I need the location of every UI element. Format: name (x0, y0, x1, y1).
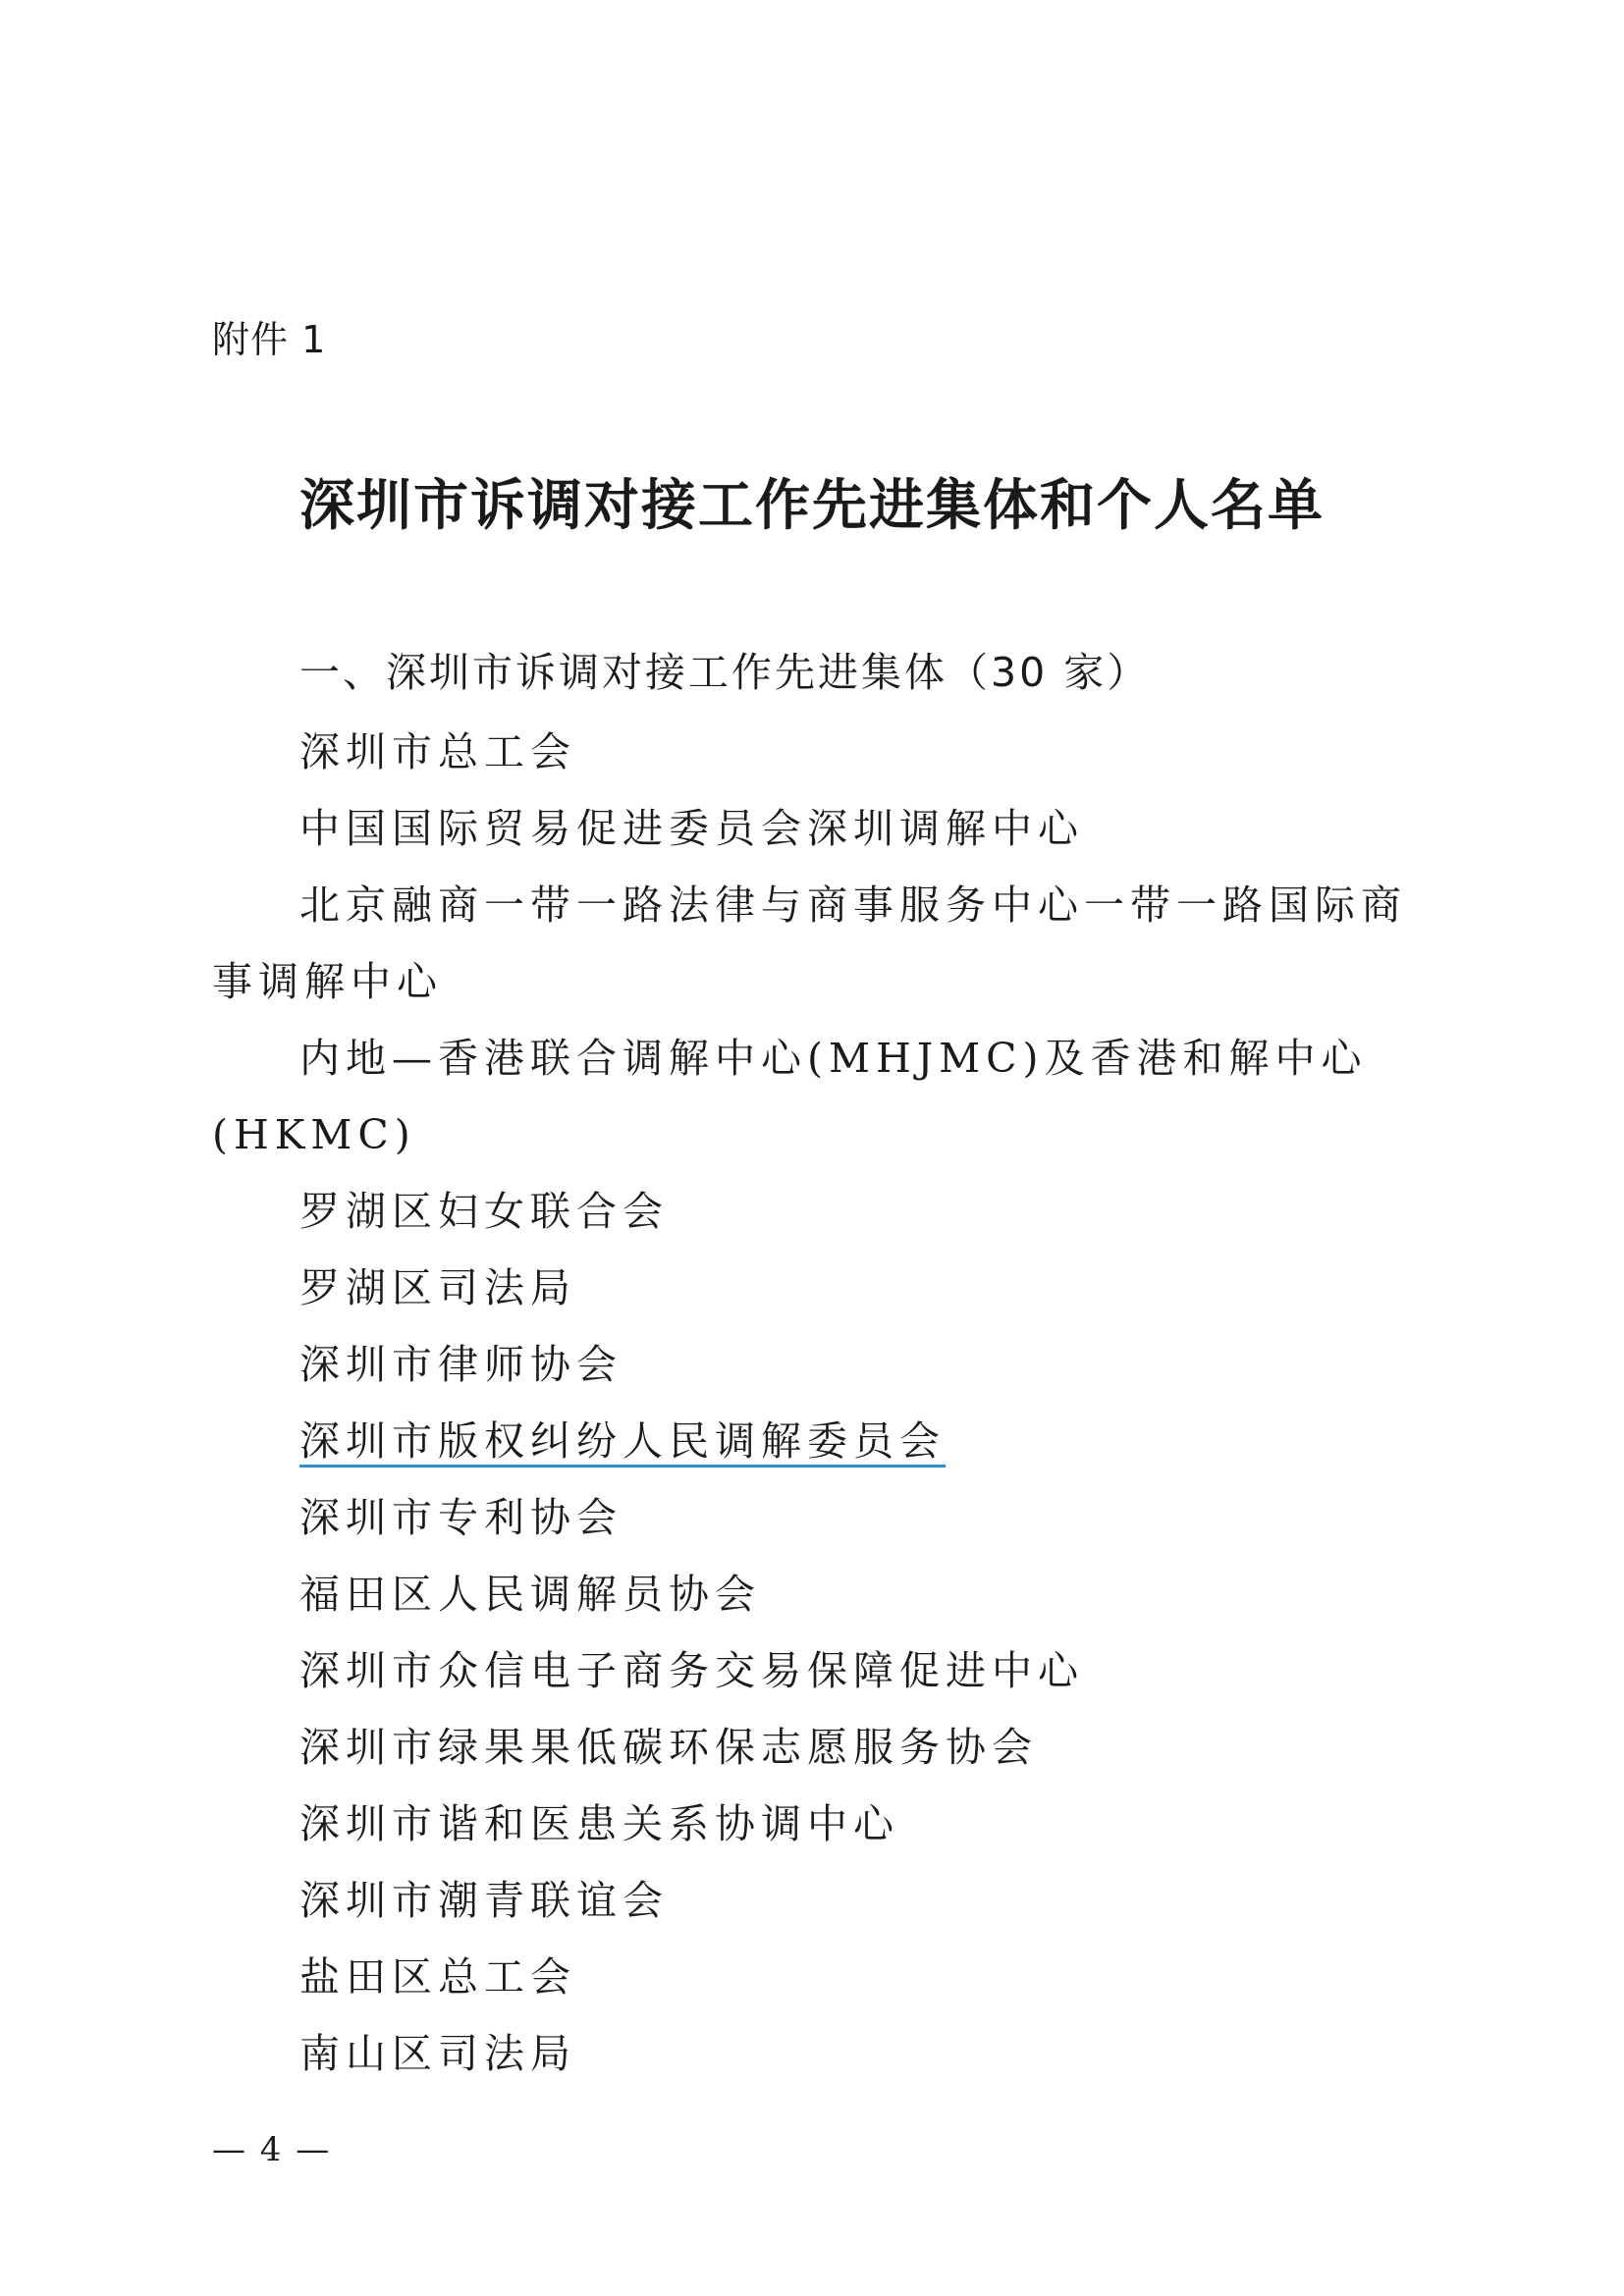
list-item (212, 1786, 1430, 1862)
document-title: 深圳市诉调对接工作先进集体和个人名单 (299, 473, 1325, 538)
organization-name: 深圳市谐和医患关系协调中心 (299, 1800, 899, 1847)
page-number: — 4 — (212, 2130, 332, 2169)
organization-name: 深圳市总工会 (299, 728, 576, 775)
organization-name: 内地—香港联合调解中心(MHJMC)及香港和解中心(HKMC) (212, 1035, 1368, 1158)
organization-name: 盐田区总工会 (299, 1953, 576, 2001)
list-item (212, 2015, 1430, 2092)
organization-name: 深圳市专利协会 (299, 1494, 623, 1541)
organization-name: 北京融商一带一路法律与商事服务中心一带一路国际商事调解中心 (212, 881, 1407, 1005)
list-item (212, 1326, 1430, 1403)
organization-name: 南山区司法局 (299, 2030, 576, 2077)
list-item-highlighted[interactable] (212, 1403, 1430, 1479)
organization-name-link[interactable]: 深圳市版权纠纷人民调解委员会 (299, 1417, 946, 1465)
list-item (212, 714, 1430, 790)
organization-name: 深圳市律师协会 (299, 1341, 623, 1388)
list-item (212, 1250, 1430, 1326)
list-item (212, 1632, 1430, 1709)
list-item (212, 1020, 1430, 1173)
organization-name: 深圳市潮青联谊会 (299, 1877, 669, 1924)
organization-name: 福田区人民调解员协会 (299, 1571, 761, 1618)
attachment-label: 附件 1 (212, 318, 327, 361)
organization-name: 罗湖区司法局 (299, 1264, 576, 1311)
organization-name: 罗湖区妇女联合会 (299, 1188, 669, 1235)
organization-list (212, 714, 1430, 2092)
organization-name: 深圳市绿果果低碳环保志愿服务协会 (299, 1724, 1038, 1771)
list-item (212, 1479, 1430, 1556)
list-item (212, 1173, 1430, 1250)
list-item (212, 1556, 1430, 1632)
organization-name: 中国国际贸易促进委员会深圳调解中心 (299, 805, 1084, 852)
list-item (212, 867, 1430, 1020)
list-item (212, 1709, 1430, 1786)
organization-name: 深圳市众信电子商务交易保障促进中心 (299, 1647, 1084, 1694)
list-item (212, 790, 1430, 867)
section-heading: 一、深圳市诉调对接工作先进集体（30 家） (299, 649, 1151, 696)
list-item (212, 1939, 1430, 2015)
list-item (212, 1862, 1430, 1939)
